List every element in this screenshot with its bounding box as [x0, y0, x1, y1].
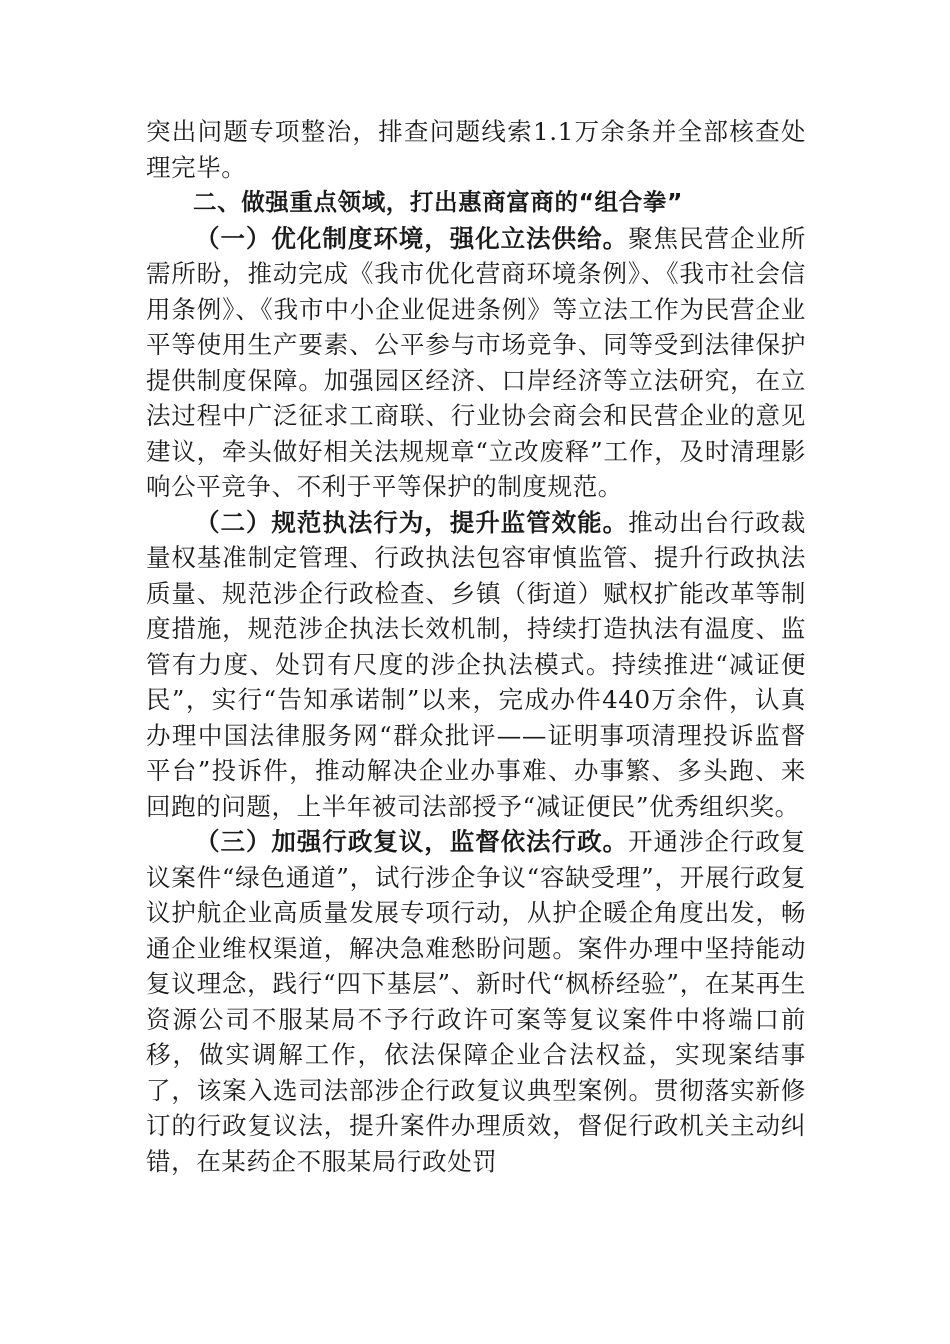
paragraph-1 — [146, 221, 806, 505]
section-heading: 二、做强重点领域，打出惠商富商的“组合拳” — [193, 188, 683, 216]
paragraph-1-lead: （一）优化制度环境，强化立法供给。 — [195, 223, 629, 253]
paragraph-1-body: 聚焦民营企业所需所盼，推动完成《我市优化营商环境条例》、《我市社会信用条例》、《我市中小企业促进条例》等立法工作为民营企业平等使用生产要素、公平参与市场竞争、同等受到法律保护提供制度保障。加强园区经济、口岸经济等立法研究，在立法过程中广泛征求工商联、行业协会商会和民营企业的意见建议，牵头做好相关法规规章“立改废释”工作，及时清理影响公平竞争、不利于平等保护的制度规范。 — [146, 223, 807, 501]
continuation-paragraph: 突出问题专项整治，排查问题线索1.1万余条并全部核查处理完毕。 — [146, 117, 806, 182]
paragraph-3-body: 开通涉企行政复议案件“绿色通道”，试行涉企争议“容缺受理”，开展行政复议护航企业高质量发展专项行动，从护企暖企角度出发，畅通企业维权渠道，解决急难愁盼问题。案件办理中坚持能动复议理念，践行“四下基层”、新时代“枫桥经验”，在某再生资源公司不服某局不予行政许可案等复议案件中将端口前移，做实调解工作，依法保障企业合法权益，实现案结事了，该案入选司法部涉企行政复议典型案例。贯彻落实新修订的行政复议法，提升案件办理质效，督促行政机关主动纠错，在某药企不服某局行政处罚 — [146, 827, 807, 1176]
paragraph-3-lead: （三）加强行政复议，监督依法行政。 — [195, 827, 629, 856]
paragraph-2 — [146, 505, 806, 825]
paragraph-2-body: 推动出台行政裁量权基准制定管理、行政执法包容审慎监管、提升行政执法质量、规范涉企行政检查、乡镇（街道）赋权扩能改革等制度措施，规范涉企执法长效机制，持续打造执法有温度、监管有力度、处罚有尺度的涉企执法模式。持续推进“减证便民”，实行“告知承诺制”以来，完成办件440万余件，认真办理中国法律服务网“群众批评——证明事项清理投诉监督平台”投诉件，推动解决企业办事难、办事繁、多头跑、来回跑的问题，上半年被司法部授予“减证便民”优秀组织奖。 — [146, 507, 807, 821]
paragraph-3 — [146, 824, 806, 1179]
paragraph-2-lead: （二）规范执法行为，提升监管效能。 — [195, 507, 629, 537]
document-page — [146, 114, 806, 1179]
